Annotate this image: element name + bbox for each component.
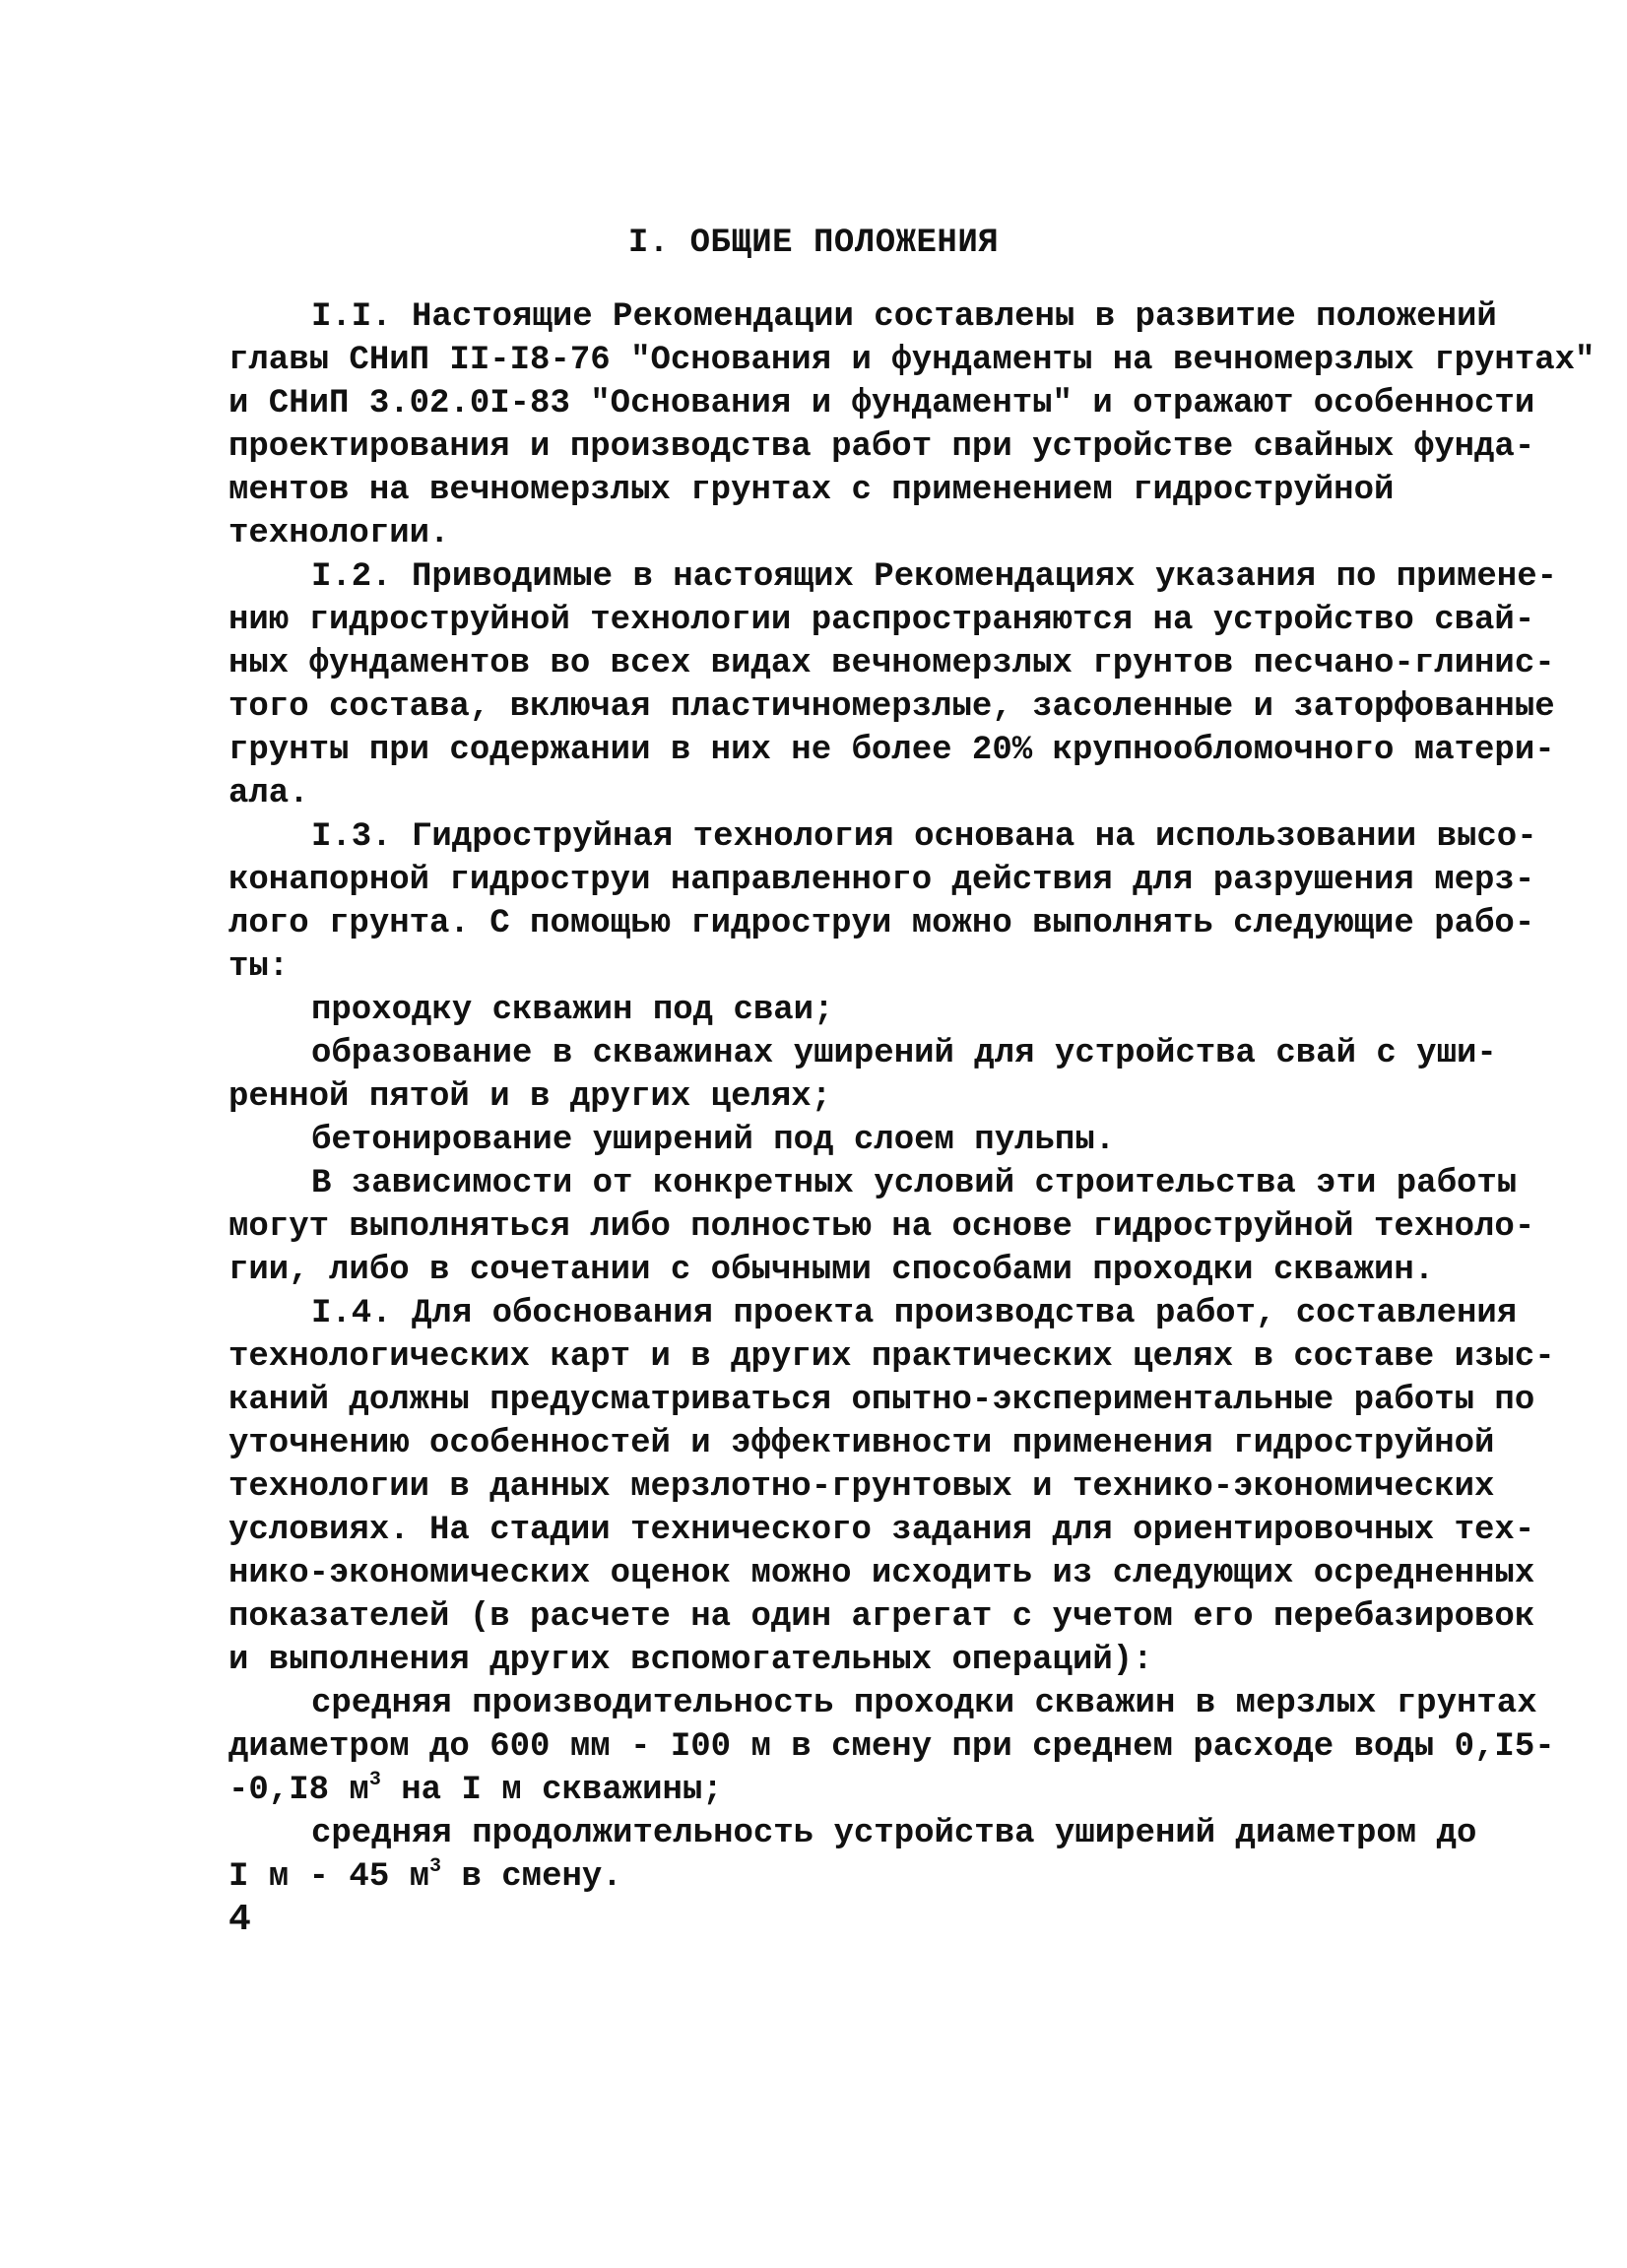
paragraph-1-3-line-4: ты: xyxy=(228,948,290,986)
paragraph-1-4-line-3: каний должны предусматриваться опытно-экспериментальные работы по xyxy=(228,1382,1535,1419)
list-item-2-line-1: образование в скважинах уширений для устройства свай с уши- xyxy=(311,1035,1497,1072)
paragraph-1-4-line-2: технологических карт и в других практических целях в составе изыс- xyxy=(228,1338,1555,1376)
per-meter-text: на I м скважины; xyxy=(380,1772,723,1809)
indicator-widening-line-2 xyxy=(228,1855,622,1899)
paragraph-1-1-line-2: главы СНиП II-I8-76 "Основания и фундаменты на вечномерзлых грунтах" xyxy=(228,342,1595,379)
paragraph-1-2-line-6: ала. xyxy=(228,775,309,812)
cubic-superscript: 3 xyxy=(429,1855,442,1878)
paragraph-1-1-line-6: технологии. xyxy=(228,515,450,552)
paragraph-1-3-line-1: I.3. Гидроструйная технология основана на использовании высо- xyxy=(311,818,1537,856)
water-volume-text: -0,I8 м xyxy=(228,1772,369,1809)
paragraph-1-1-line-5: ментов на вечномерзлых грунтах с применением гидроструйной xyxy=(228,472,1395,509)
indicator-drilling-line-1: средняя производительность проходки скважин в мерзлых грунтах xyxy=(311,1685,1537,1722)
paragraph-1-3-line-3: лого грунта. С помощью гидроструи можно выполнять следующие рабо- xyxy=(228,905,1535,942)
list-item-1: проходку скважин под сваи; xyxy=(311,992,834,1029)
paragraph-dependency-line-1: В зависимости от конкретных условий строительства эти работы xyxy=(311,1165,1518,1202)
indicator-drilling-line-3 xyxy=(228,1769,723,1812)
list-item-3: бетонирование уширений под слоем пульпы. xyxy=(311,1122,1116,1159)
widening-volume-text: I м - 45 м xyxy=(228,1858,430,1896)
paragraph-1-4-line-8: показателей (в расчете на один агрегат с учетом его перебазировок xyxy=(228,1598,1535,1636)
paragraph-dependency-line-2: могут выполняться либо полностью на основе гидроструйной техноло- xyxy=(228,1208,1535,1246)
paragraph-1-2-line-4: того состава, включая пластичномерзлые, засоленные и заторфованные xyxy=(228,688,1555,726)
per-shift-text: в смену. xyxy=(441,1858,622,1896)
paragraph-1-2-line-3: ных фундаментов во всех видах вечномерзлых грунтов песчано-глинис- xyxy=(228,645,1555,682)
paragraph-1-4-line-6: условиях. На стадии технического задания для ориентировочных тех- xyxy=(228,1512,1535,1549)
paragraph-1-2-line-2: нию гидроструйной технологии распространяются на устройство свай- xyxy=(228,602,1535,639)
cubic-superscript: 3 xyxy=(368,1769,381,1791)
paragraph-1-4-line-7: нико-экономических оценок можно исходить из следующих осредненных xyxy=(228,1555,1535,1592)
paragraph-dependency-line-3: гии, либо в сочетании с обычными способами проходки скважин. xyxy=(228,1252,1435,1289)
paragraph-1-3-line-2: конапорной гидроструи направленного действия для разрушения мерз- xyxy=(228,862,1535,899)
paragraph-1-4-line-9: и выполнения других вспомогательных операций): xyxy=(228,1642,1153,1679)
paragraph-1-4-line-5: технологии в данных мерзлотно-грунтовых и технико-экономических xyxy=(228,1468,1495,1506)
paragraph-1-4-line-1: I.4. Для обоснования проекта производства работ, составления xyxy=(311,1295,1518,1332)
paragraph-1-2-line-1: I.2. Приводимые в настоящих Рекомендациях указания по примене- xyxy=(311,558,1558,596)
paragraph-1-1-line-1: I.I. Настоящие Рекомендации составлены в развитие положений xyxy=(311,298,1497,336)
paragraph-1-1-line-3: и СНиП 3.02.0I-83 "Основания и фундаменты" и отражают особенности xyxy=(228,385,1535,422)
page-number: 4 xyxy=(228,1899,251,1941)
paragraph-1-1-line-4: проектирования и производства работ при устройстве свайных фунда- xyxy=(228,428,1535,466)
paragraph-1-2-line-5: грунты при содержании в них не более 20% крупнообломочного матери- xyxy=(228,732,1555,769)
indicator-widening-line-1: средняя продолжительность устройства уширений диаметром до xyxy=(311,1815,1477,1852)
list-item-2-line-2: ренной пятой и в других целях; xyxy=(228,1078,832,1116)
section-title: I. ОБЩИЕ ПОЛОЖЕНИЯ xyxy=(627,225,1000,262)
indicator-drilling-line-2: диаметром до 600 мм - I00 м в смену при среднем расходе воды 0,I5- xyxy=(228,1728,1555,1766)
paragraph-1-4-line-4: уточнению особенностей и эффективности применения гидроструйной xyxy=(228,1425,1495,1462)
